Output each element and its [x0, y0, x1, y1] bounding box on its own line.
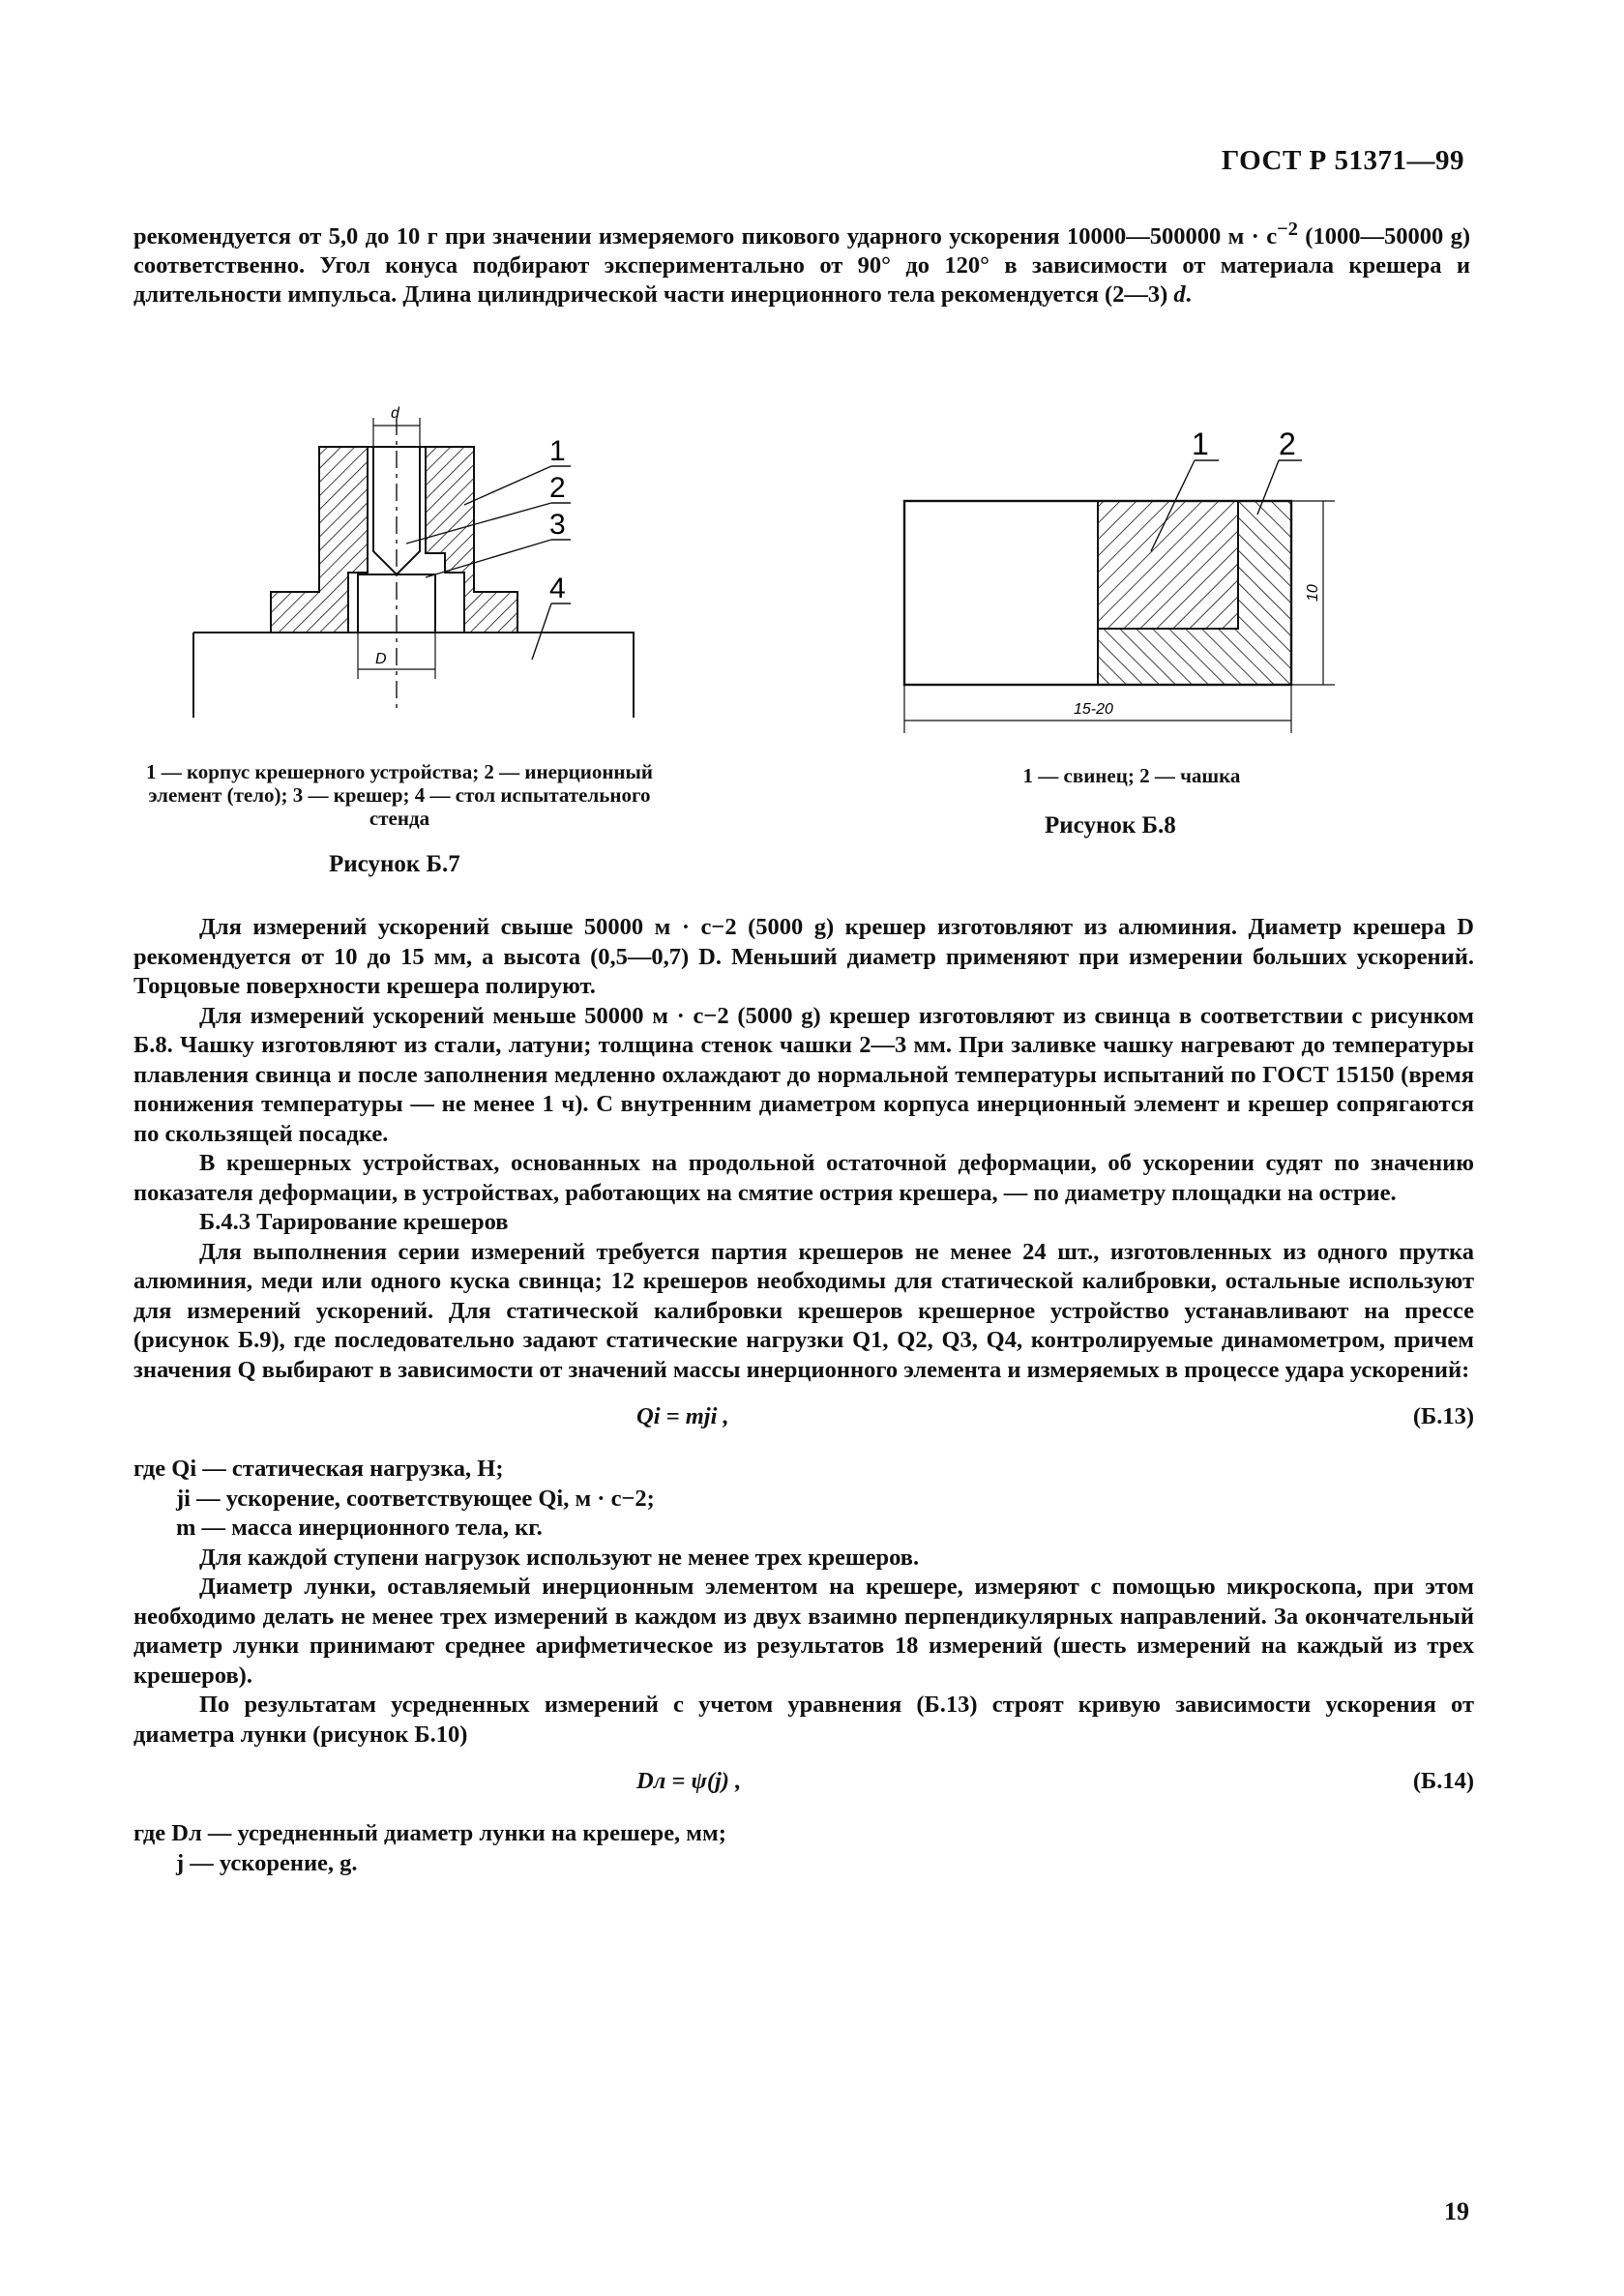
where-list: [133, 1455, 1474, 1544]
lead: [1098, 501, 1238, 629]
equation-b13: [133, 1385, 1474, 1455]
equation-b14: [133, 1750, 1474, 1819]
equation-formula: Dл = ψ(j) ,: [636, 1768, 742, 1794]
intro-paragraph: рекомендуется от 5,0 до 10 г при значении измеряемого пикового ударного ускорения 10000—500000 $м \cdot с^{-2}$ (1000—50000 g) соответственно. Угол конуса подбирают экспериментально от 90° до 120° в зависимости от материала крешера и длительности импульса. Длина цилиндрической части инерционного тела рекомендуется (2—3) d.: [133, 219, 1470, 309]
equation-formula: Qi = mji ,: [636, 1403, 729, 1429]
body-text: [133, 913, 1474, 1878]
page-number: 19: [1444, 2197, 1469, 2225]
paragraph: Диаметр лунки, оставляемый инерционным элементом на крешере, измеряют с помощью микроскопа, при этом необходимо делать не менее трех измерений в каждом из двух взаимно перпендикулярных направлений. За окончательный диаметр лунки принимают среднее арифметическое из результатов 18 измерений (шесть измерений на каждый из трех крешеров).: [133, 1574, 1474, 1689]
dim-d-label: d: [391, 405, 399, 422]
label-1: 1: [1192, 427, 1209, 461]
section-heading: Б.4.3 Тарирование крешеров: [199, 1209, 509, 1235]
where-item: m — масса инерционного тела, кг.: [176, 1515, 543, 1541]
dim-width-label: 15-20: [1074, 701, 1113, 718]
figure-b8-title: Рисунок Б.8: [1045, 812, 1176, 839]
document-code: ГОСТ Р 51371—99: [1221, 145, 1464, 176]
dim-D-label: D: [375, 651, 387, 667]
paragraph: Для измерений ускорений свыше 50000 м · с−2 (5000 g) крешер изготовляют из алюминия. Диаметр крешера D рекомендуется от 10 до 15 мм, а высота (0,5—0,7) D. Меньший диаметр применяют при измерении больших ускорений. Торцовые поверхности крешера полируют.: [133, 914, 1474, 999]
paragraph: В крешерных устройствах, основанных на продольной остаточной деформации, об ускорении судят по значению показателя деформации, в устройствах, работающих на смятие острия крешера, — по диаметру площадки на острие.: [133, 1150, 1474, 1206]
label-1: 1: [549, 435, 566, 467]
paragraph: Для измерений ускорений меньше 50000 м · с−2 (5000 g) крешер изготовляют из свинца в соответствии с рисунком Б.8. Чашку изготовляют из стали, латуни; толщина стенок чашки 2—3 мм. При заливке чашку нагревают до температуры плавления свинца и после заполнения медленно охлаждают до нормальной температуры испытаний по ГОСТ 15150 (время понижения температуры — не менее 1 ч). С внутренним диаметром корпуса инерционный элемент и крешер сопрягаются по скользящей посадке.: [133, 1002, 1474, 1147]
where-list: [133, 1819, 1474, 1878]
paragraph: Для каждой ступени нагрузок используют не менее трех крешеров.: [199, 1544, 920, 1571]
figure-b7-title: Рисунок Б.7: [329, 851, 460, 877]
paragraph: По результатам усредненных измерений с учетом уравнения (Б.13) строят кривую зависимости ускорения от диаметра лунки (рисунок Б.10): [133, 1692, 1474, 1748]
figure-b7-caption: 1 — корпус крешерного устройства; 2 — инерционный элемент (тело); 3 — крешер; 4 — стол испытательного стенда: [145, 760, 654, 830]
where-item: ji — ускорение, соответствующее Qi, м · с−2;: [176, 1485, 655, 1512]
equation-number: (Б.14): [1412, 1768, 1474, 1794]
test-table: [193, 633, 634, 718]
figure-b7-drawing: [184, 398, 638, 718]
figure-b8-drawing: [900, 426, 1344, 735]
label-4: 4: [549, 573, 566, 604]
where-item: где Qi — статическая нагрузка, Н;: [133, 1456, 504, 1482]
label-3: 3: [549, 509, 566, 541]
label-2: 2: [549, 472, 566, 504]
paragraph: Для выполнения серии измерений требуется партия крешеров не менее 24 шт., изготовленных из одного прутка алюминия, меди или одного куска свинца; 12 крешеров необходимы для статической калибровки, остальные используют для измерений ускорений. Для статической калибровки крешеров крешерное устройство устанавливают на прессе (рисунок Б.9), где последовательно задают статические нагрузки Q1, Q2, Q3, Q4, контролируемые динамометром, причем значения Q выбирают в зависимости от значений массы инерционного элемента и измеряемых в процессе удара ускорений:: [133, 1238, 1474, 1383]
where-item: где Dл — усредненный диаметр лунки на крешере, мм;: [133, 1820, 726, 1846]
figure-b8-caption: 1 — свинец; 2 — чашка: [1022, 764, 1241, 787]
equation-number: (Б.13): [1412, 1403, 1474, 1429]
label-2: 2: [1279, 427, 1296, 461]
dim-height-label: 10: [1305, 584, 1321, 602]
where-item: j — ускорение, g.: [176, 1849, 358, 1876]
